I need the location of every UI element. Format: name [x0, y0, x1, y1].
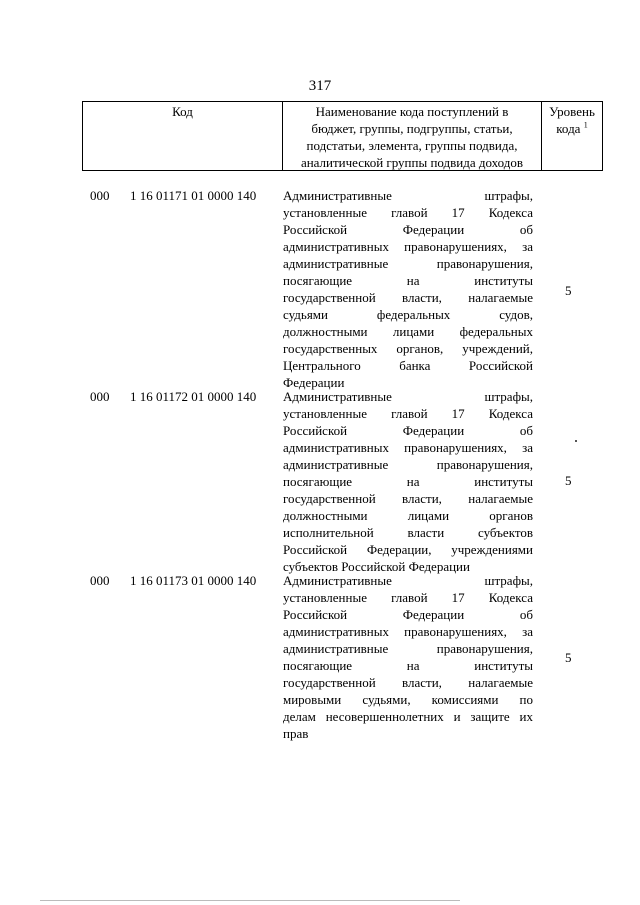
description-line: субъектов Российской Федерации — [283, 559, 470, 574]
code-level: 5 — [565, 283, 572, 298]
description-line: государственной власти, налагаемые — [283, 491, 533, 506]
revenue-code: 1 16 01171 01 0000 140 — [130, 188, 257, 203]
description-line: государственной власти, налагаемые — [283, 290, 533, 305]
description-line: судьями федеральных судов, — [283, 307, 533, 322]
description-line: делам несовершеннолетних и защите их — [283, 709, 533, 724]
admin-code: 000 — [90, 389, 110, 404]
admin-code: 000 — [90, 573, 110, 588]
description-line: Административные штрафы, — [283, 573, 533, 588]
description-line: должностными лицами органов — [283, 508, 533, 523]
header-name-line: аналитической группы подвида доходов — [300, 155, 524, 170]
description-line: мировыми судьями, комиссиями по — [283, 692, 533, 707]
description-line: установленные главой 17 Кодекса — [283, 406, 533, 421]
revenue-description — [283, 572, 533, 742]
code-level: 5 — [565, 473, 572, 488]
description-line: административных правонарушениях, за — [283, 239, 533, 254]
description-line: Российской Федерации об — [283, 222, 533, 237]
description-line: установленные главой 17 Кодекса — [283, 205, 533, 220]
revenue-code: 1 16 01172 01 0000 140 — [130, 389, 257, 404]
description-line: Российской Федерации об — [283, 423, 533, 438]
revenue-description — [283, 187, 533, 391]
description-line: Центрального банка Российской — [283, 358, 533, 373]
header-code: Код — [83, 102, 283, 170]
header-level-text: кода — [556, 121, 581, 136]
description-line: Российской Федерации об — [283, 607, 533, 622]
scan-artifact — [575, 440, 577, 442]
table-header — [82, 101, 603, 171]
header-name-line: бюджет, группы, подгруппы, статьи, — [311, 121, 513, 136]
scan-edge — [40, 900, 460, 901]
header-level-line: Уровень — [549, 104, 595, 119]
header-name — [283, 102, 542, 170]
description-line: Административные штрафы, — [283, 389, 533, 404]
header-level — [542, 102, 602, 170]
description-line: исполнительной власти субъектов — [283, 525, 533, 540]
description-line: прав — [283, 726, 309, 741]
revenue-description — [283, 388, 533, 575]
description-line: административные правонарушения, — [283, 256, 533, 271]
description-line: административных правонарушениях, за — [283, 624, 533, 639]
description-line: государственных органов, учреждений, — [283, 341, 533, 356]
page-number: 317 — [308, 78, 332, 94]
description-line: Российской Федерации, учреждениями — [283, 542, 533, 557]
footnote-marker: 1 — [583, 120, 588, 130]
description-line: должностными лицами федеральных — [283, 324, 533, 339]
description-line: административные правонарушения, — [283, 641, 533, 656]
admin-code: 000 — [90, 188, 110, 203]
description-line: административных правонарушениях, за — [283, 440, 533, 455]
description-line: посягающие на институты — [283, 658, 533, 673]
header-name-line: подстатьи, элемента, группы подвида, — [306, 138, 518, 153]
revenue-code: 1 16 01173 01 0000 140 — [130, 573, 257, 588]
description-line: Федерации — [283, 375, 345, 390]
header-level-line — [542, 120, 602, 137]
description-line: государственной власти, налагаемые — [283, 675, 533, 690]
description-line: Административные штрафы, — [283, 188, 533, 203]
header-name-line: Наименование кода поступлений в — [315, 104, 509, 119]
code-level: 5 — [565, 650, 572, 665]
description-line: административные правонарушения, — [283, 457, 533, 472]
description-line: посягающие на институты — [283, 474, 533, 489]
description-line: установленные главой 17 Кодекса — [283, 590, 533, 605]
description-line: посягающие на институты — [283, 273, 533, 288]
